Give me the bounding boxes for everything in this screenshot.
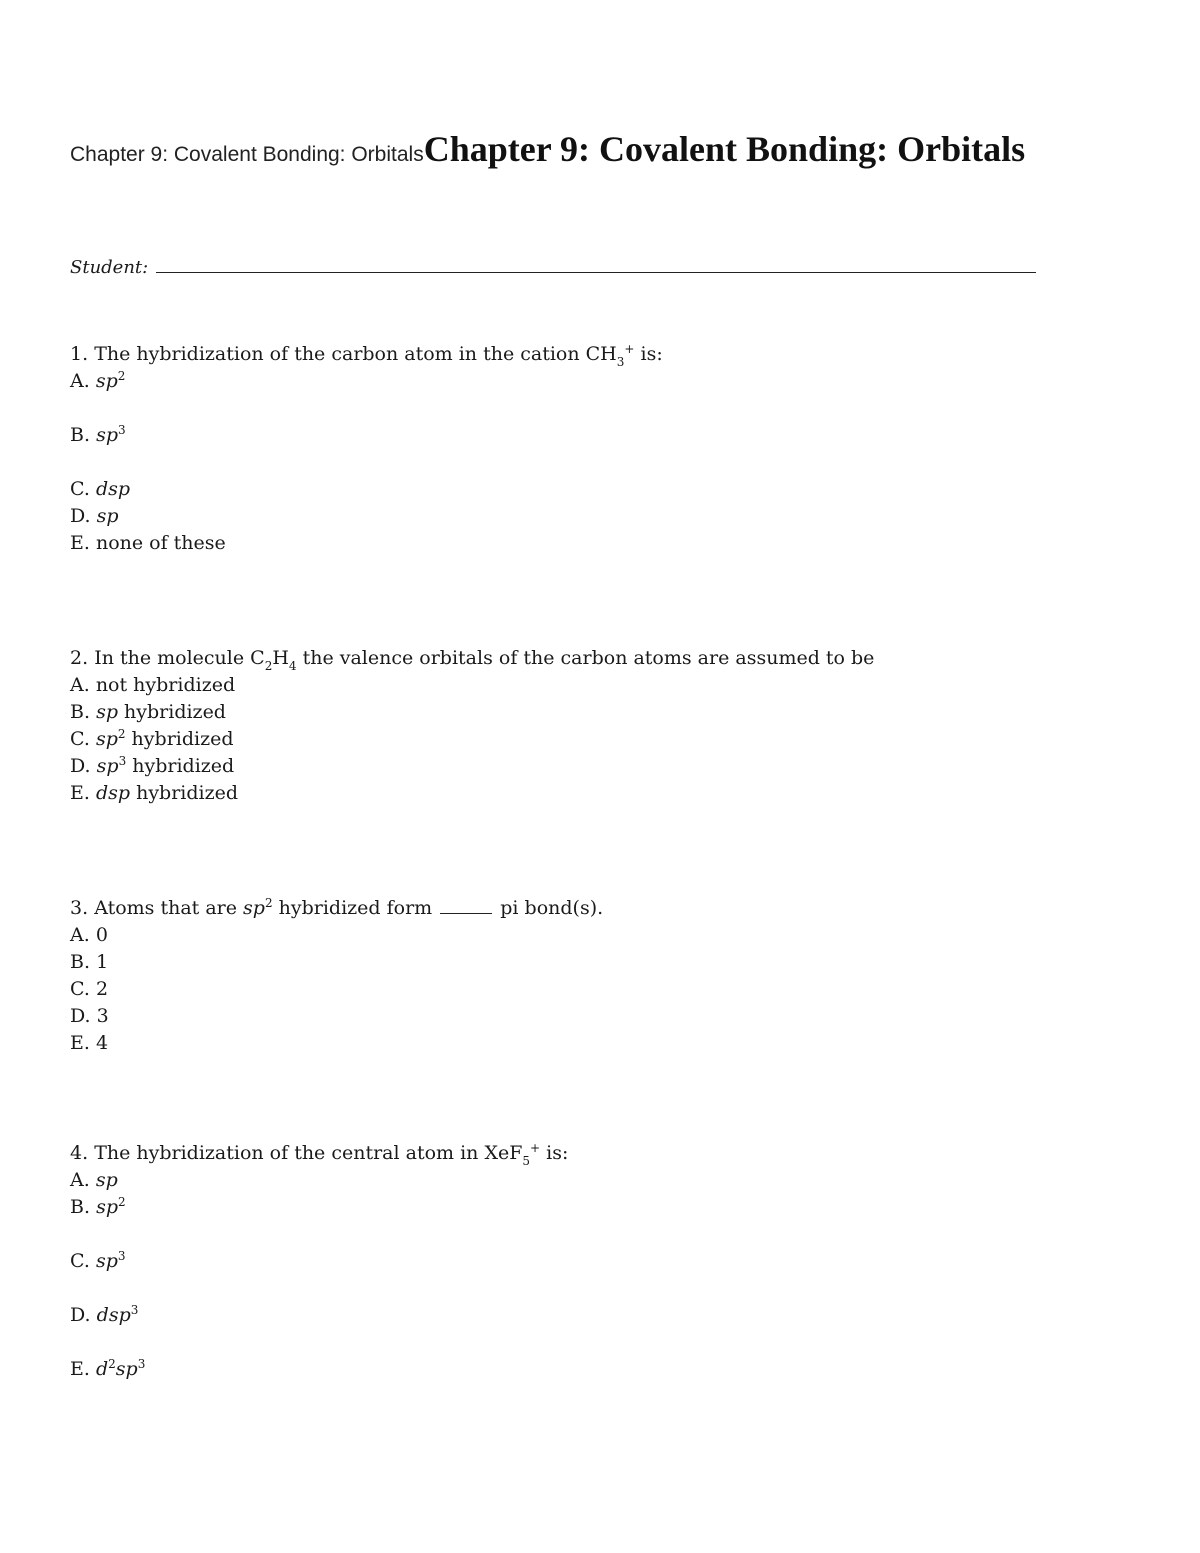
question-2-option-d[interactable]: D. $sp^3$ hybridized — [70, 754, 235, 777]
question-4-option-c[interactable]: C. $sp^3$ — [70, 1249, 126, 1272]
question-3-option-c[interactable]: C. 2 — [70, 978, 109, 1000]
header-small-title: Chapter 9: Covalent Bonding: Orbitals — [70, 143, 424, 166]
student-name-line[interactable] — [156, 254, 1036, 273]
question-3-option-b[interactable]: B. 1 — [70, 951, 109, 973]
header-big-title: Chapter 9: Covalent Bonding: Orbitals — [423, 129, 1026, 169]
question-4-option-d[interactable]: D. dsp$^3$ — [70, 1303, 139, 1326]
question-4-stem: 4. The hybridization of the central atom in XeF$_5$+ is: — [70, 1141, 569, 1168]
question-3-option-e[interactable]: E. 4 — [70, 1032, 109, 1054]
question-1-option-c[interactable]: C. dsp — [70, 478, 131, 500]
question-2-option-c[interactable]: C. $sp^2$ hybridized — [70, 727, 234, 750]
question-4 — [70, 1140, 568, 1383]
question-1 — [70, 341, 663, 557]
question-3-option-d[interactable]: D. 3 — [70, 1005, 109, 1027]
question-3-option-a[interactable]: A. 0 — [70, 924, 108, 946]
question-3-stem: 3. Atoms that are $sp^2$ hybridized form pi bond(s). — [70, 896, 604, 919]
question-2-option-e[interactable]: E. dsp hybridized — [70, 782, 239, 804]
question-2-option-b[interactable]: B. sp hybridized — [70, 701, 226, 723]
question-4-option-b[interactable]: B. $sp^2$ — [70, 1195, 126, 1218]
question-1-stem: 1. The hybridization of the carbon atom in the cation $CH_3^+$ is: — [70, 342, 663, 369]
question-4-option-e[interactable]: E. $d^2sp^3$ — [70, 1357, 146, 1380]
question-2 — [70, 645, 874, 807]
question-1-option-d[interactable]: D. sp — [70, 505, 119, 527]
page-header — [70, 128, 1025, 170]
student-label: Student: — [70, 257, 149, 278]
question-4-option-a[interactable]: A. sp — [70, 1169, 118, 1191]
student-field — [70, 254, 1036, 278]
question-2-stem: 2. In the molecule $C_2H_4$ the valence orbitals of the carbon atoms are assumed to be — [70, 647, 875, 673]
question-1-option-e[interactable]: E. none of these — [70, 532, 226, 554]
answer-blank — [440, 897, 492, 914]
question-2-option-a[interactable]: A. not hybridized — [70, 674, 236, 696]
question-1-option-a[interactable]: A. $sp^2$ — [70, 369, 126, 392]
question-1-option-b[interactable]: B. $sp^3$ — [70, 423, 126, 446]
question-3 — [70, 895, 603, 1057]
